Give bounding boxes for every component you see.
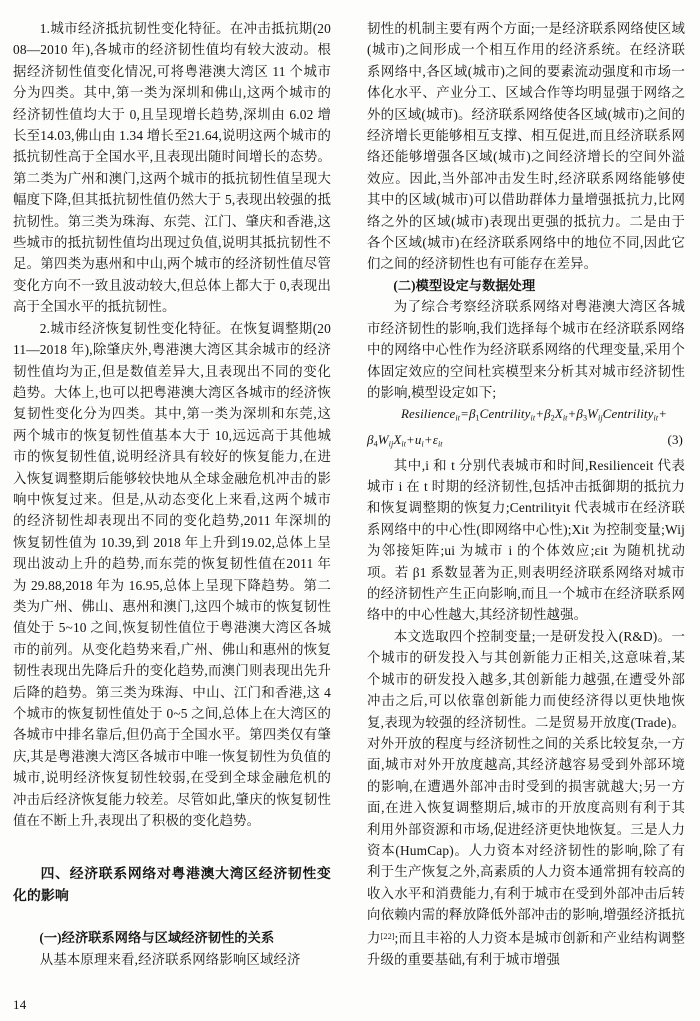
equation-3-line-2: $\beta_4W_{ij}X_{it}+u_i+\varepsilon_{it}$ (3) [367,429,685,455]
paragraph-recovery-resilience-features: 2.城市经济恢复韧性变化特征。在恢复调整期(2011—2018 年),除肇庆外,粤港澳大湾区其余城市的经济韧性值均为正,但是数值差异大,且表现出不同的变化趋势。大体上,也可以把粤港澳大湾区各城市的经济恢复韧性变化分为四类。其中,第一类为深圳和东莞,这两个城市的恢复韧性值基本大于 10,远远高于其他城市的恢复韧性值,说明经济具有较好的恢复能力,在进入恢复调整期后能够较快地从全球金融危机冲击的影响中恢复过来。但是,从动态变化上来看,这两个城市的经济韧性却表现出不同的变化趋势,2011 年深圳的恢复韧性值为 10.39,到 2018 年上升到19.02,总体上呈现出波动上升的趋势,而东莞的恢复韧性值在2011 年为 29.88,2018 年为 16.95,总体上呈现下降趋势。第二类为广州、佛山、惠州和澳门,这四个城市的恢复韧性值处于 5~10 之间,恢复韧性值位于粤港澳大湾区各城市的前列。从变化趋势来看,广州、佛山和惠州的恢复韧性表现出先降后升的变化趋势,而澳门则表现出先升后降的趋势。第三类为珠海、中山、江门和香港,这 4 个城市的恢复韧性值处于 0~5 之间,总体上在大湾区的各城市中排名靠后,但仍高于全国水平。第四类仅有肇庆,其是粤港澳大湾区各城市中唯一恢复韧性为负值的城市,说明经济恢复韧性较弱,在受到全球金融危机的冲击后经济恢复能力较差。尽管如此,肇庆的恢复韧性值在不断上升,表现出了积极的变化趋势。 [13,320,331,829]
paragraph-control-variables [367,626,685,970]
subsection-heading-one: (一)经济联系网络与区域经济韧性的关系 [39,930,275,946]
control-variables-text-tail: ;而且丰裕的人力资本是城市创新和产业结构调整升级的重要基础,有利于城市增强 [367,930,685,967]
subsection-heading-two: (二)模型设定与数据处理 [393,277,536,293]
equation-3-line-1: $Resilience_{it}=\beta_1Centrility_{it}+\beta_2X_{it}+\beta_3W_{ij}Centrility_{it}+$ [401,406,668,423]
paragraph-network-mechanism-continued: 韧性的机制主要有两个方面;一是经济联系网络使区域(城市)之间形成一个相互作用的经济系统。在经济联系网络中,各区域(城市)之间的要素流动强度和市场一体化水平、产业分工、区域合作等均明显强于网络之外的区域(城市)。经济联系网络使各区域(城市)之间的经济增长更能够相互支撑、相互促进,而且经济联系网络还能够增强各区域(城市)之间经济增长的空间外溢效应。因此,当外部冲击发生时,经济联系网络能够使其中的区域(城市)可以借助群体力量增强抵抗力,比网络之外的区域(城市)表现出更强的抵抗力。二是由于各个区域(城市)在经济联系网络中的地位不同,因此它们之间的经济韧性也有可能存在差异。 [367,21,685,272]
paragraph-variable-definitions: 其中,i 和 t 分别代表城市和时间,Resilienceit 代表城市 i 在 t 时期的经济韧性,包括冲击抵御期的抵抗力和恢复调整期的恢复力;Centrilityit 代表城市在经济联系网络中的中心性(即网络中心性);Xit 为控制变量;Wij 为邻接矩阵;ui 为城市 i 的个体效应;εit 为随机扰动项。若 β1 系数显著为正,则表明经济联系网络对城市的经济韧性产生正向影响,而且一个城市在经济联系网络中的中心性越大,其经济韧性越强。 [367,457,685,623]
paragraph-network-principle-start: 从基本原理来看,经济联系网络影响区域经济 [39,951,301,967]
paragraph-model-setup: 为了综合考察经济联系网络对粤港澳大湾区各城市经济韧性的影响,我们选择每个城市在经济联系网络中的网络中心性作为经济联系网络的代理变量,采用个体固定效应的空间杜宾模型来分析其对城市经济韧性的影响,模型设定如下; [367,299,685,400]
page-number: 14 [13,997,27,1012]
right-column [367,18,685,970]
heading-spacer-above [13,831,331,863]
section-heading-four: 四、经济联系网络对粤港澳大湾区经济韧性变化的影响 [13,866,331,903]
equation-3 [367,403,685,454]
equation-3-number: (3) [667,431,683,447]
control-variables-text: 本文选取四个控制变量;一是研发投入(R&D)。一个城市的研发投入与其创新能力正相关,这意味着,某个城市的研发投入越多,其创新能力越强,在遭受外部冲击之后,可以依靠创新能力而使经济得以更快地恢复,表现为较强的经济韧性。二是贸易开放度(Trade)。对外开放的程度与经济韧性之间的关系比较复杂,一方面,城市对外开放度越高,其经济越容易受到外部环境的影响,在遭遇外部冲击时受到的损害就越大;另一方面,在进入恢复调整期后,城市的开放度高则有利于其利用外部资源和市场,促进经济更快地恢复。三是人力资本(HumCap)。人力资本对经济韧性的影响,除了有利于生产恢复之外,高素质的人力资本通常拥有较高的收入水平和消费能力,有利于城市在受到外部冲击后转向依赖内需的释放降低外部冲击的影响,增强经济抵抗力 [367,628,685,946]
paragraph-resistance-resilience-features: 1.城市经济抵抗韧性变化特征。在冲击抵抗期(2008—2010 年),各城市的经济韧性值均有较大波动。根据经济韧性值变化情况,可将粤港澳大湾区 11 个城市分为四类。其中,第一类为深圳和佛山,这两个城市的经济韧性值均大于 0,且呈现增长趋势,深圳由 6.02 增长至14.03,佛山由 1.34 增长至21.64,说明这两个城市的抵抗韧性高于全国水平,且表现出随时间增长的态势。第二类为广州和澳门,这两个城市的抵抗韧性值呈现大幅度下降,但其抵抗韧性值仍然大于 5,表现出较强的抵抗韧性。第三类为珠海、东莞、江门、肇庆和香港,这些城市的抵抗韧性值均出现过负值,说明其抵抗韧性不足。第四类为惠州和中山,两个城市的经济韧性值尽管变化方向不一致且波动较大,但总体上都大于 0,表现出高于全国水平的抵抗韧性。 [13,21,331,315]
citation-marker-22: [22] [380,931,395,941]
two-column-body [0,18,700,993]
left-column [13,18,331,970]
heading-spacer-below [13,906,331,927]
